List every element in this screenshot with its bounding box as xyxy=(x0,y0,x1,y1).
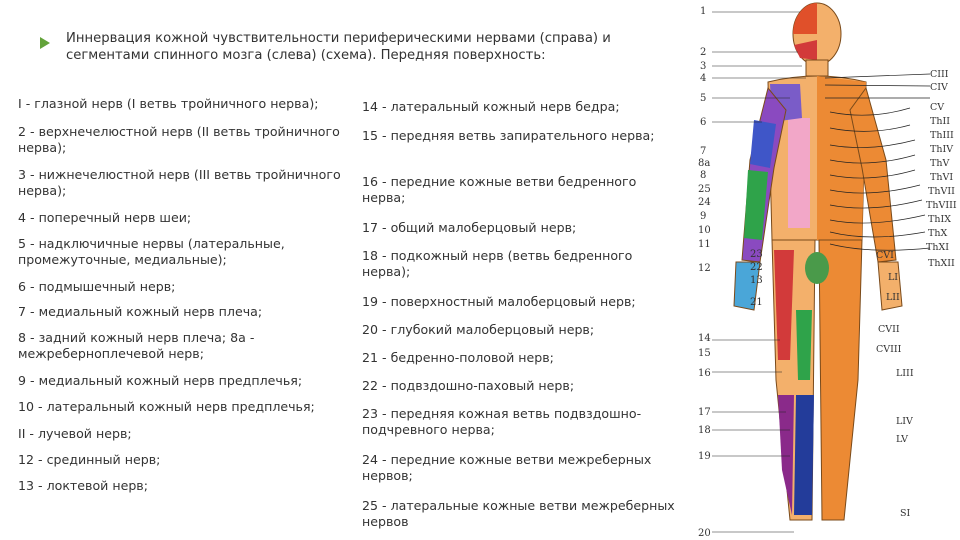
segment-label: ThV xyxy=(930,158,950,169)
legend-item: II - лучевой нерв; xyxy=(18,426,132,441)
figure-number: 10 xyxy=(698,225,711,236)
figure-number: 11 xyxy=(698,239,711,250)
segment-labels xyxy=(876,69,957,519)
segment-label: ThIX xyxy=(928,214,951,225)
segment-label: ThII xyxy=(930,116,950,127)
figure-number: 13 xyxy=(750,275,763,286)
figure-number: 23 xyxy=(750,249,763,260)
legend-item: 14 - латеральный кожный нерв бедра; xyxy=(362,99,620,114)
segment-label: ThVII xyxy=(928,186,955,197)
segment-label: ThIV xyxy=(930,144,954,155)
segment-label: LII xyxy=(886,292,900,303)
head-left-area xyxy=(793,3,817,34)
legend-item: 18 - подкожный нерв (ветвь бедренного нерва); xyxy=(362,248,633,279)
legend-item: 25 - латеральные кожные ветви межреберных нервов xyxy=(362,498,675,529)
torso-left-strip xyxy=(788,118,810,228)
segment-label: ThVIII xyxy=(926,200,957,211)
segment-label: LV xyxy=(896,434,909,445)
segment-label: CIII xyxy=(930,69,949,80)
segment-label: LIII xyxy=(896,368,914,379)
right-leg-shape xyxy=(819,240,862,520)
segment-label: ThXII xyxy=(928,258,955,269)
segment-label: ThX xyxy=(928,228,948,239)
legend-item: 3 - нижнечелюстной нерв (III ветвь тройничного нерва); xyxy=(18,167,341,198)
legend-item: 22 - подвздошно-паховый нерв; xyxy=(362,378,575,393)
legend-item: 10 - латеральный кожный нерв предплечья; xyxy=(18,399,315,414)
segment-label: CIV xyxy=(930,82,948,93)
figure-number: 18 xyxy=(698,425,711,436)
figure-number: 22 xyxy=(750,262,763,273)
figure-number: 20 xyxy=(698,528,711,539)
figure-number: 7 xyxy=(700,146,707,157)
figure-number: 12 xyxy=(698,263,711,274)
figure-number: 16 xyxy=(698,368,711,379)
figure-number: 3 xyxy=(700,61,707,72)
segment-label: ThIII xyxy=(930,130,954,141)
figure-number: 8a xyxy=(698,158,711,169)
body-diagram xyxy=(690,0,960,540)
segment-label: ThVI xyxy=(930,172,954,183)
shin-area xyxy=(794,395,814,515)
segment-label: CV xyxy=(930,102,945,113)
figure-number: 2 xyxy=(700,47,707,58)
segment-label: LIV xyxy=(896,416,913,427)
legend-item: I - глазной нерв (I ветвь тройничного нерва); xyxy=(18,96,319,111)
legend-item: 17 - общий малоберцовый нерв; xyxy=(362,220,577,235)
figure-number: 17 xyxy=(698,407,711,418)
legend-item: 8 - задний кожный нерв плеча; 8а - межреберноплечевой нерв; xyxy=(18,330,255,361)
figure-number: 19 xyxy=(698,451,711,462)
figure-number: 15 xyxy=(698,348,711,359)
figure-number: 4 xyxy=(700,73,707,84)
segment-label: SI xyxy=(900,508,911,519)
slide-title: Иннервация кожной чувствительности периферическими нервами (справа) и сегментами спинного мозга (слева) (схема). Передняя поверхность: xyxy=(66,31,611,63)
segment-label: CVIII xyxy=(876,344,902,355)
legend-item: 19 - поверхностный малоберцовый нерв; xyxy=(362,294,636,309)
legend-item: 7 - медиальный кожный нерв плеча; xyxy=(18,304,263,319)
legend-item: 23 - передняя кожная ветвь подвздошно-подчревного нерва; xyxy=(362,406,642,437)
legend-item: 12 - срединный нерв; xyxy=(18,452,161,467)
legend-item: 20 - глубокий малоберцовый нерв; xyxy=(362,322,595,337)
legend-item: 6 - подмышечный нерв; xyxy=(18,279,176,294)
figure-number: 24 xyxy=(698,197,711,208)
segment-label: CVII xyxy=(878,324,900,335)
legend-item: 4 - поперечный нерв шеи; xyxy=(18,210,192,225)
figure-number: 6 xyxy=(700,117,707,128)
innervation-body-figure xyxy=(690,0,960,540)
legend-item: 16 - передние кожные ветви бедренного нерва; xyxy=(362,174,637,205)
segment-label: CVI xyxy=(876,250,894,261)
legend-item: 9 - медиальный кожный нерв предплечья; xyxy=(18,373,303,388)
lateral-shin-area xyxy=(778,395,794,515)
figure-number-labels xyxy=(698,6,763,539)
legend-item: 21 - бедренно-половой нерв; xyxy=(362,350,554,365)
legend-item: 13 - локтевой нерв; xyxy=(18,478,148,493)
bullet-arrow-icon xyxy=(40,37,50,49)
figure-number: 1 xyxy=(700,6,707,17)
legend-item: 2 - верхнечелюстной нерв (II ветвь тройничного нерва); xyxy=(18,124,340,155)
figure-number: 5 xyxy=(700,93,707,104)
segment-label: ThXI xyxy=(926,242,949,253)
legend-item: 15 - передняя ветвь запирательного нерва; xyxy=(362,128,655,143)
segment-label: LI xyxy=(888,272,899,283)
figure-number: 8 xyxy=(700,170,707,181)
legend-item: 24 - передние кожные ветви межреберных нервов; xyxy=(362,452,652,483)
neck-shape xyxy=(806,60,828,76)
figure-number: 14 xyxy=(698,333,711,344)
medial-thigh-area xyxy=(796,310,812,380)
figure-number: 9 xyxy=(700,211,707,222)
figure-number: 21 xyxy=(750,297,763,308)
groin-area xyxy=(805,252,829,284)
figure-number: 25 xyxy=(698,184,711,195)
legend-item: 5 - надключичные нервы (латеральные, промежуточные, медиальные); xyxy=(18,236,285,267)
